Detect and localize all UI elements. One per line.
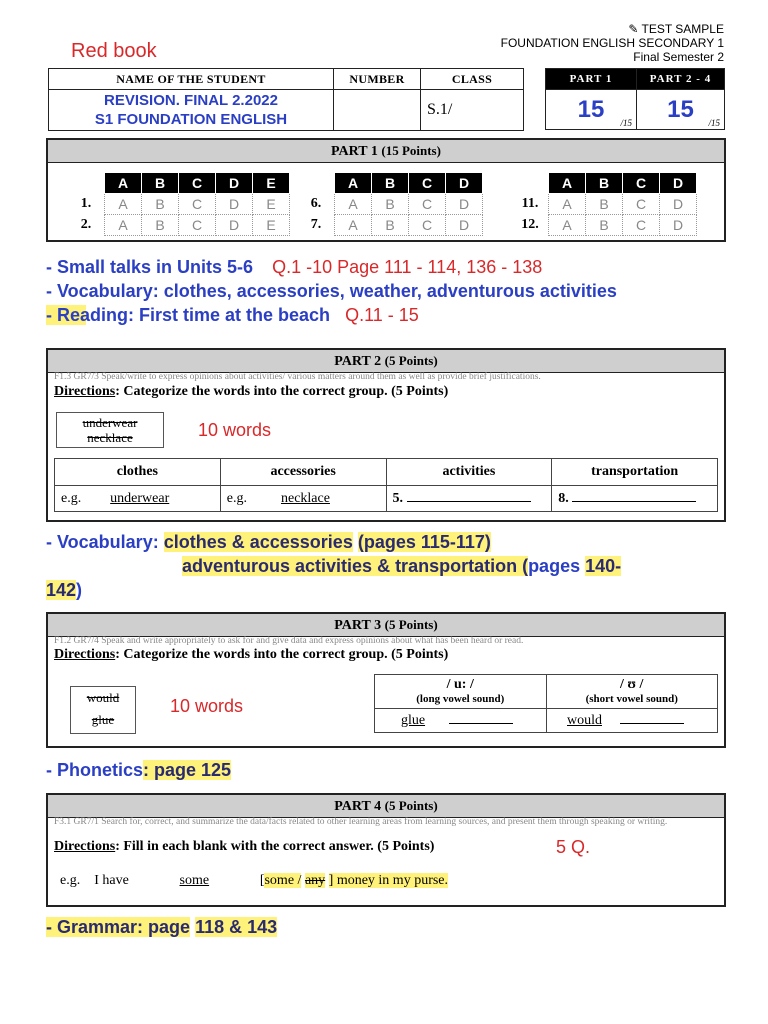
answer-option[interactable]: C (623, 215, 660, 236)
question-number: 7. (310, 217, 322, 232)
part3-objective: F1.2 GR7/4 Speak and write appropriately to ask for and give data and express opinions about what has been heard or read. (54, 636, 524, 646)
answer-group-3 (512, 172, 697, 236)
part2-header (48, 350, 724, 373)
word-bank-box (56, 412, 164, 448)
col-label-b: B (142, 173, 179, 194)
example-answer: would (567, 712, 602, 728)
note-vocab-line2 (182, 556, 621, 577)
answer-option[interactable]: C (409, 194, 446, 215)
long-vowel-label: (long vowel sound) (416, 692, 505, 705)
note-phonetics-page: : page 125 (143, 760, 232, 780)
header-info (501, 22, 724, 64)
answer-option[interactable]: A (105, 215, 142, 236)
col-label-c: C (179, 173, 216, 194)
part4-header (48, 795, 724, 818)
answer-option[interactable]: B (142, 215, 179, 236)
short-vowel-symbol: / ʊ / (620, 676, 644, 692)
note-vocab-prefix: - Vocabulary: (46, 532, 159, 552)
semester-label: Final Semester 2 (633, 50, 724, 64)
note-vocab-pages-1: (pages 115-117) (357, 532, 491, 552)
col-label-b: B (586, 173, 623, 194)
col-label-d: D (216, 173, 253, 194)
question-number: 12. (521, 217, 539, 232)
number-header: NUMBER (334, 69, 421, 90)
category-header: transportation (552, 459, 718, 486)
part2-section (46, 348, 726, 522)
col-label-e: E (253, 173, 290, 194)
part4-objective: F3.1 GR7/1 Search for, correct, and summarize the data/facts related to other learning areas from learning sources, and present them through speaking or writing. (54, 817, 668, 827)
answer-option[interactable]: D (446, 194, 483, 215)
category-table (54, 458, 718, 512)
answer-option[interactable]: D (216, 215, 253, 236)
note-reading-questions: Q.11 - 15 (345, 305, 419, 325)
long-vowel-cell[interactable] (375, 709, 547, 733)
note-reading (46, 305, 419, 326)
note-phonetics (46, 760, 231, 781)
answer-option[interactable]: C (623, 194, 660, 215)
option-some: some / (264, 873, 302, 888)
word-count-note: 10 words (198, 420, 272, 440)
category-header: accessories (220, 459, 386, 486)
col-label-c: C (623, 173, 660, 194)
directions-text: : Categorize the words into the correct group. (5 Points) (115, 647, 449, 662)
word-bank-item: necklace (87, 430, 133, 445)
word-bank-item: glue (91, 712, 115, 727)
part3-title: PART 3 (334, 618, 382, 633)
question-number: 2. (80, 217, 92, 232)
part24-max: /15 (708, 118, 720, 128)
answer-option[interactable]: A (105, 194, 142, 215)
sentence-start: I have (94, 873, 129, 888)
part3-directions (54, 647, 448, 663)
col-label-a: A (549, 173, 586, 194)
answer-option[interactable]: B (372, 194, 409, 215)
note-vocab-highlight-2: adventurous activities & transportation ( (182, 556, 529, 576)
part4-title: PART 4 (334, 799, 382, 814)
part1-max: /15 (620, 118, 632, 128)
example-answer: underwear (110, 490, 170, 506)
col-label-b: B (372, 173, 409, 194)
long-vowel-header (375, 675, 547, 709)
question-number: 6. (310, 196, 322, 211)
part1-section (46, 138, 726, 242)
part1-score-cell (546, 90, 637, 130)
note-reading-text: - Reading: First time at the beach (46, 305, 331, 325)
part2-title: PART 2 (334, 354, 382, 369)
part4-directions (54, 839, 434, 855)
part3-header (48, 614, 724, 637)
part1-title: PART 1 (331, 144, 378, 159)
part1-score-label: PART 1 (546, 69, 637, 90)
answer-option[interactable]: C (409, 215, 446, 236)
answer-option[interactable]: D (660, 194, 697, 215)
answer-option[interactable]: B (586, 215, 623, 236)
eg-label: e.g. (226, 490, 247, 506)
word-bank-item: would (86, 690, 120, 705)
category-cell[interactable] (55, 486, 221, 512)
long-vowel-symbol: / u: / (446, 676, 474, 692)
answer-option[interactable]: D (446, 215, 483, 236)
part3-points: (5 Points) (384, 617, 438, 632)
question-number: 11. (521, 196, 539, 211)
answer-option[interactable]: D (216, 194, 253, 215)
option-bracket: [ (259, 873, 265, 888)
name-header: NAME OF THE STUDENT (49, 69, 334, 90)
directions-label: Directions (54, 647, 116, 662)
name-line-2: S1 FOUNDATION ENGLISH (94, 111, 288, 128)
word-bank-item: underwear (82, 415, 138, 430)
vowel-table (374, 674, 718, 733)
handwritten-title: Red book (71, 40, 157, 62)
answer-option[interactable]: E (253, 215, 290, 236)
example-answer: necklace (280, 490, 330, 506)
note-grammar (46, 917, 277, 938)
part1-header (48, 140, 724, 163)
note-vocab-highlight-1: clothes & accessories (163, 532, 353, 552)
score-table (545, 68, 725, 130)
directions-label: Directions (54, 839, 116, 854)
note-vocab-pages (46, 532, 491, 553)
answer-option[interactable]: C (179, 194, 216, 215)
note-phonetics-prefix: - Phonetics (46, 760, 144, 780)
part24-score-label: PART 2 - 4 (637, 69, 725, 90)
note-vocab-page-end: 142 (46, 580, 77, 600)
answer-group-2 (298, 172, 483, 236)
note-vocab-pages-2-label: pages (528, 556, 581, 576)
sentence-end: ] money in my purse. (328, 873, 449, 888)
category-cell[interactable] (386, 486, 552, 512)
note-vocab-pages-2: 140- (585, 556, 622, 576)
note-vocabulary: - Vocabulary: clothes, accessories, weather, adventurous activities (46, 281, 617, 301)
pin-icon: ✎ (628, 22, 639, 36)
name-line-1: REVISION. FINAL 2.2022 (104, 92, 278, 109)
answer-option[interactable]: A (549, 215, 586, 236)
student-table (48, 68, 524, 131)
answer-option[interactable]: C (179, 215, 216, 236)
col-label-a: A (105, 173, 142, 194)
word-bank-box (70, 686, 136, 734)
word-count-note: 10 words (170, 696, 244, 716)
note-small-talks-text: - Small talks in Units 5-6 (46, 257, 254, 277)
part2-points: (5 Points) (384, 353, 438, 368)
part1-score: 15 (577, 95, 605, 123)
directions-label: Directions (54, 384, 116, 399)
note-grammar-pages: 118 & 143 (195, 917, 278, 937)
part3-section (46, 612, 726, 748)
directions-text: : Fill in each blank with the correct answer. (5 Points) (115, 839, 435, 854)
number-cell[interactable] (334, 90, 421, 131)
part4-points: (5 Points) (384, 798, 438, 813)
eg-label: e.g. (61, 490, 82, 506)
item-number: 8. (558, 490, 569, 506)
student-name-cell[interactable] (49, 90, 334, 131)
answer-option[interactable]: D (660, 215, 697, 236)
part24-score: 15 (667, 95, 694, 123)
note-small-talks-pages: Q.1 -10 Page 111 - 114, 136 - 138 (272, 257, 543, 277)
category-header: clothes (55, 459, 221, 486)
course-label: FOUNDATION ENGLISH SECONDARY 1 (500, 36, 724, 50)
example-answer[interactable]: some (179, 873, 210, 888)
item-number: 5. (392, 490, 403, 506)
short-vowel-header (546, 675, 718, 709)
answer-option[interactable]: E (253, 194, 290, 215)
short-vowel-label: (short vowel sound) (585, 692, 678, 705)
col-label-a: A (335, 173, 372, 194)
part4-section (46, 793, 726, 907)
directions-text: : Categorize the words into the correct group. (5 Points) (115, 384, 449, 399)
col-label-d: D (446, 173, 483, 194)
answer-option[interactable]: B (142, 194, 179, 215)
class-cell[interactable]: S.1/ (421, 90, 524, 131)
col-label-d: D (660, 173, 697, 194)
category-cell[interactable] (552, 486, 718, 512)
part24-score-cell (637, 90, 725, 130)
example-sentence (60, 873, 448, 889)
col-label-c: C (409, 173, 446, 194)
eg-label: e.g. (60, 873, 81, 888)
note-vocab-paren: ) (76, 580, 83, 600)
class-header: CLASS (421, 69, 524, 90)
category-cell[interactable] (220, 486, 386, 512)
answer-option[interactable]: A (549, 194, 586, 215)
short-vowel-cell[interactable] (546, 709, 718, 733)
answer-option[interactable]: B (372, 215, 409, 236)
answer-option[interactable]: B (586, 194, 623, 215)
category-header: activities (386, 459, 552, 486)
answer-group-1 (68, 172, 290, 236)
note-small-talks (46, 257, 542, 278)
answer-option[interactable]: A (335, 215, 372, 236)
part1-points: (15 Points) (381, 143, 441, 158)
note-vocab-line3 (46, 580, 82, 601)
option-any: any (304, 873, 326, 888)
question-number: 1. (80, 196, 92, 211)
test-sample-label: TEST SAMPLE (641, 22, 724, 36)
part2-objective: F1.3 GR7/3 Speak/write to express opinions about activities/ various matters around them as well as provide brief justifications. (54, 372, 541, 382)
question-count-note: 5 Q. (556, 837, 591, 857)
part2-directions (54, 384, 448, 400)
answer-option[interactable]: A (335, 194, 372, 215)
note-grammar-prefix: - Grammar: page (46, 917, 191, 937)
example-answer: glue (400, 712, 426, 728)
